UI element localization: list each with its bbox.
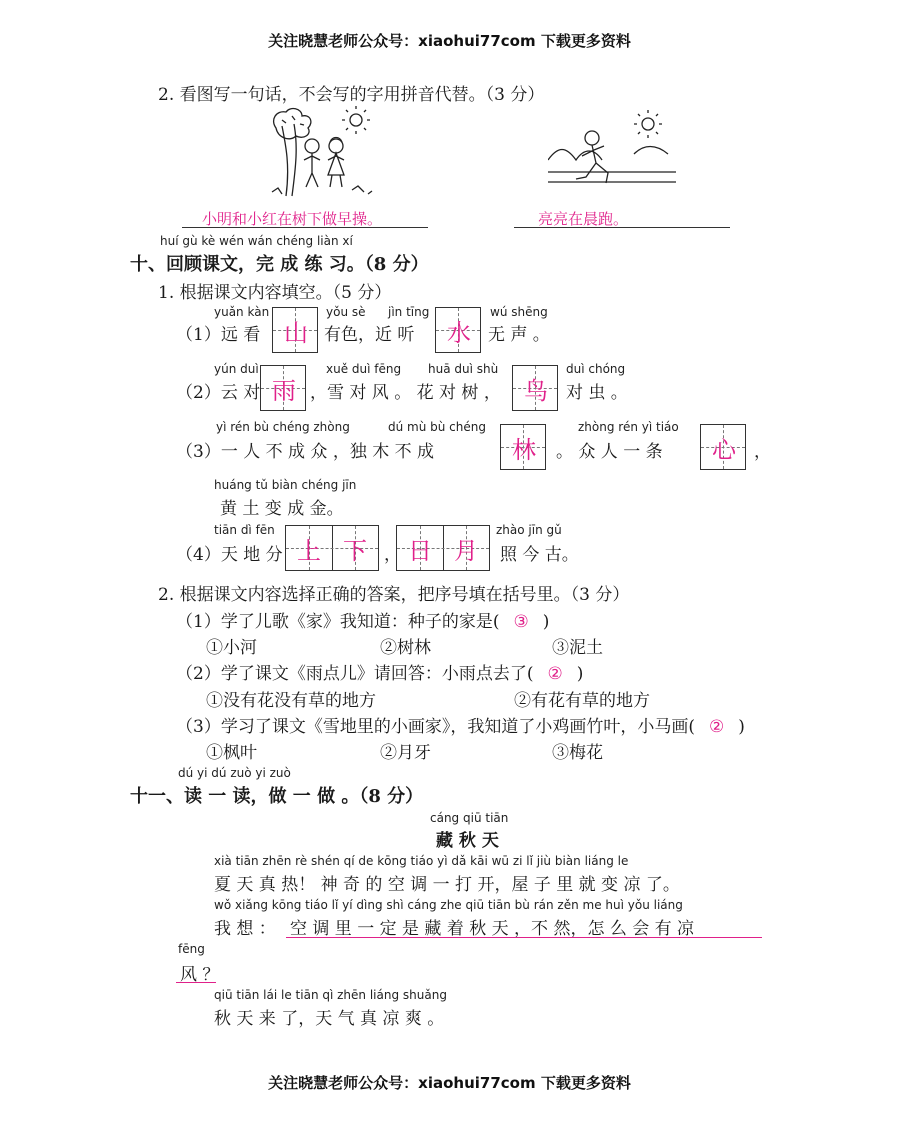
p3-text: 风 ？	[180, 965, 220, 985]
l4-grid-1: 上 下	[285, 525, 379, 571]
question-picture-writing: 2. 看图写一句话，不会写的字用拼音代替。（3 分）	[158, 85, 545, 105]
c3-option-2: ②月牙	[380, 743, 431, 763]
c1-answer: ③	[513, 612, 529, 632]
l1-box-1: 山	[272, 307, 318, 353]
l3-mid: 。 众 人 一 条	[556, 442, 663, 462]
l2-pinyin-a: yún duì	[214, 362, 259, 376]
c3-stem: （3）学习了课文《雪地里的小画家》，我知道了小鸡画竹叶，小马画( ② )	[176, 717, 745, 737]
c3-option-3: ③梅花	[552, 743, 603, 763]
l2-pinyin-b: xuě duì fēng	[326, 362, 402, 376]
l2-end: 对 虫 。	[566, 383, 628, 403]
p2-underline	[286, 937, 762, 938]
l1-label: （1）远 看	[176, 325, 261, 345]
l4-end: 照 今 古。	[500, 545, 579, 565]
section10-q1: 1. 根据课文内容填空。（5 分）	[158, 283, 392, 303]
picture2-answer: 亮亮在晨跑。	[538, 210, 629, 228]
picture2-answer-line	[514, 227, 730, 228]
l2-pinyin-c: huā duì shù	[428, 362, 499, 376]
l3-end: ，	[754, 442, 771, 462]
l1-end: 无 声 。	[488, 325, 550, 345]
l3-pinyin-d: huáng tǔ biàn chéng jīn	[214, 478, 357, 492]
l2-mid: ，雪 对 风 。 花 对 树 ，	[310, 383, 501, 403]
p4-text: 秋 天 来 了，天 气 真 凉 爽 。	[214, 1009, 445, 1029]
page-header: 关注晓慧老师公众号：xiaohui77com 下载更多资料	[268, 32, 631, 50]
p4-pinyin: qiū tiān lái le tiān qì zhēn liáng shuǎng	[214, 988, 447, 1002]
l3-box-2: 心	[700, 424, 746, 470]
c2-option-1: ①没有花没有草的地方	[206, 691, 376, 711]
p2-pinyin: wǒ xiǎng kōng tiáo lǐ yí dìng shì cáng zhe qiū tiān bù rán zěn me huì yǒu liáng	[214, 898, 683, 912]
l1-pinyin-c: jìn tīng	[388, 305, 430, 319]
p1-text: 夏 天 真 热！ 神 奇 的 空 调 一 打 开，屋 子 里 就 变 凉 了。	[214, 875, 680, 895]
l1-pinyin-a: yuǎn kàn	[214, 305, 270, 319]
l4-pinyin-b: zhào jīn gǔ	[496, 523, 562, 537]
c1-stem: （1）学了儿歌《家》我知道：种子的家是( ③ )	[176, 612, 550, 632]
c2-answer: ②	[547, 664, 563, 684]
l3-line2: 黄 土 变 成 金。	[220, 499, 344, 519]
p3-pinyin: fēng	[178, 942, 205, 956]
c3-answer: ②	[708, 717, 725, 737]
l1-pinyin-b: yǒu sè	[326, 305, 366, 319]
p1-pinyin: xià tiān zhēn rè shén qí de kōng tiáo yì dǎ kāi wū zi lǐ jiù biàn liáng le	[214, 854, 629, 868]
l3-box-1: 林	[500, 424, 546, 470]
picture1-answer-line	[182, 227, 428, 228]
l4-grid-2: 日 月	[396, 525, 490, 571]
l2-box-1: 雨	[260, 365, 306, 411]
section10-title: 十、回顾课文，完 成 练 习。（8 分）	[130, 254, 429, 275]
l4-label: （4）天 地 分	[176, 545, 283, 565]
c2-stem: （2）学了课文《雨点儿》请回答：小雨点去了( ② )	[176, 664, 584, 684]
l2-pinyin-d: duì chóng	[566, 362, 626, 376]
c1-option-3: ③泥土	[552, 638, 603, 658]
l3-pinyin-a: yì rén bù chéng zhòng	[216, 420, 350, 434]
page-footer: 关注晓慧老师公众号：xiaohui77com 下载更多资料	[268, 1074, 631, 1092]
l4-pinyin-a: tiān dì fēn	[214, 523, 275, 537]
kids-under-tree-picture	[268, 106, 378, 198]
section11-title: 十一、读 一 读，做 一 做 。（8 分）	[130, 786, 424, 807]
p3-underline	[176, 982, 216, 983]
section10-q2: 2. 根据课文内容选择正确的答案，把序号填在括号里。（3 分）	[158, 585, 630, 605]
boy-running-picture	[548, 110, 676, 196]
c1-option-1: ①小河	[206, 638, 257, 658]
c1-option-2: ②树林	[380, 638, 431, 658]
p2-text-b: 空 调 里 一 定 是 藏 着 秋 天 ，不 然，怎 么 会 有 凉	[290, 919, 695, 939]
l3-pinyin-c: zhòng rén yì tiáo	[578, 420, 679, 434]
l1-mid: 有色，近 听	[324, 325, 415, 345]
l2-label: （2）云 对	[176, 383, 261, 403]
l4-comma: ，	[384, 545, 401, 565]
picture1-answer: 小明和小红在树下做早操。	[202, 210, 383, 228]
l3-label: （3）一 人 不 成 众 ，独 木 不 成	[176, 442, 435, 462]
l3-pinyin-b: dú mù bù chéng	[388, 420, 486, 434]
c2-option-2: ②有花有草的地方	[514, 691, 650, 711]
l2-box-2: 鸟	[512, 365, 558, 411]
p2-text-a: 我 想 ：	[214, 919, 276, 939]
story-title-pinyin: cáng qiū tiān	[430, 811, 509, 825]
section10-pinyin: huí gù kè wén wán chéng liàn xí	[160, 234, 353, 248]
story-title: 藏 秋 天	[436, 831, 499, 851]
c3-option-1: ①枫叶	[206, 743, 257, 763]
l1-pinyin-d: wú shēng	[490, 305, 548, 319]
l1-box-2: 水	[435, 307, 481, 353]
section11-pinyin: dú yi dú zuò yi zuò	[178, 766, 291, 780]
